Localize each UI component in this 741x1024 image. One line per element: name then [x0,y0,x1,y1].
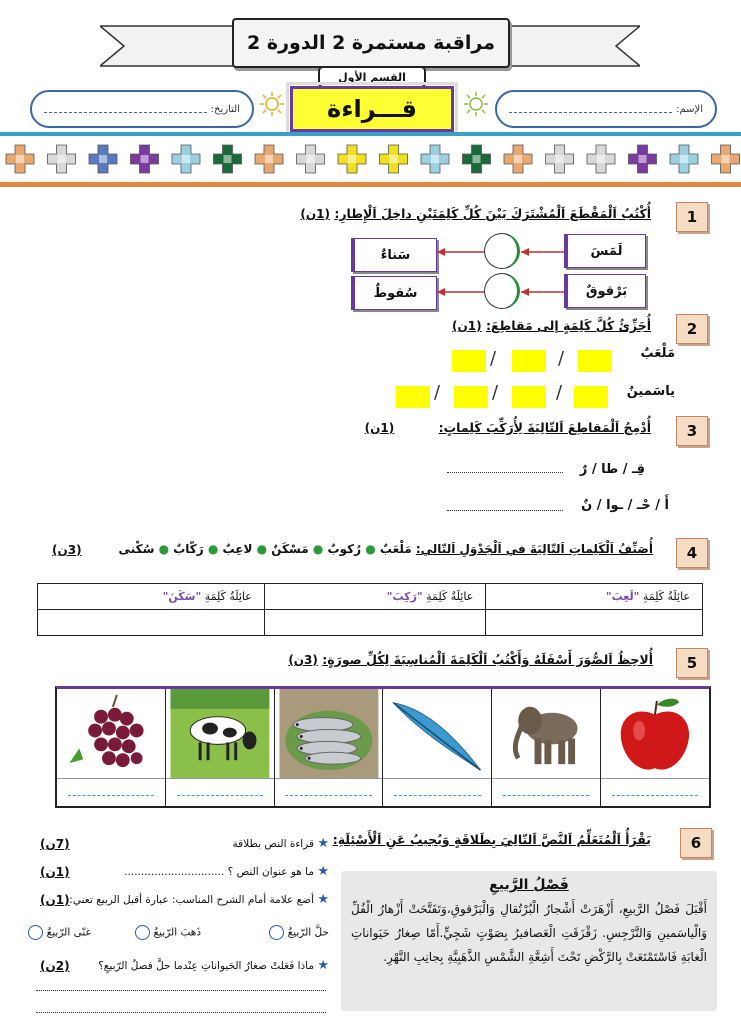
table-cell[interactable] [38,610,265,636]
radio-circle [269,925,284,940]
family-table [37,583,703,636]
table-header-cell: عائِلَةُ كَلِمَةِ "رَكِبَ" [264,584,485,610]
q2-word-2: ياسَمينٌ [626,384,675,399]
q4-word: سُكْنى [118,542,155,556]
q2-instruction: أُجَزِّئُ كُلَّ كَلِمَةٍ إلى مَقاطِعَ: (1ن) [452,318,651,333]
separator: / [490,348,497,369]
subject-title: قـــراءة [290,86,454,132]
syllable-box[interactable] [512,350,546,372]
picture-cell [600,689,709,806]
reading-text-body: أَقْبَلَ فَصْلُ الرَّبيعِ، أَزْهَرَتْ أَشْجارُ الْبُرْتُقالِ وَالْبَرْقوقِ،وَتَفَتَّحَتْ أَزْهارُ الْفُلِّ وَالْياسَمينِ وَالنَّرْجِسِ. زَقْزَقَتِ الْعَصافيرُ بِصَوْتٍ شَجِيٍّ.أَمّا صِغارُ حَيَواناتِ الْغابَةِ فَاسْتَمْتَعَتْ بِالرَّكْضِ تَحْتَ أَشِعَّةِ الشَّمْسِ الذَّهَبِيَّةِ بِجانِبِ النَّهْرِ. [351,902,707,964]
question-number-2: 2 [676,314,708,344]
star-icon: ★ [317,864,329,879]
q6-question-3: ★ أضع علامة أمام الشرح المناسب: عبارة أقبل الربيع تعني: [69,892,329,907]
q4-word: مَلْعَبٌ [379,542,412,556]
separator: / [558,348,565,369]
name-label: الإسم: [676,103,703,115]
syllable-box[interactable] [452,350,486,372]
ornament-center [514,155,522,163]
q6-question-2-points: (1ن) [40,865,70,879]
grapes-image [57,689,165,779]
question-number-3: 3 [676,416,708,446]
elephant-image [492,689,600,779]
separator: / [492,382,499,403]
name-field[interactable] [495,90,717,128]
q6-question-4: ★ ماذا فَعَلتْ صغارُ الحَيواناتِ عِنْدما حلَّ فصلُ الرّبيعِ؟ [98,958,329,973]
table-cell[interactable] [486,610,703,636]
ornament-center [16,155,24,163]
q3-points: (1ن) [364,421,395,435]
table-cell[interactable] [264,610,485,636]
q6-question-4-points: (2ن) [40,959,70,973]
ornament-center [722,155,730,163]
question-number-4: 4 [676,538,708,568]
question-number-1: 1 [676,202,708,232]
q4-word: رَكّابٌ [173,542,204,556]
syllable-box[interactable] [396,386,430,408]
picture-answer-line[interactable] [177,779,263,796]
ornament-center [58,155,66,163]
picture-cell [491,689,600,806]
ornament-center [348,155,356,163]
q6-question-2: ★ ما هو عنوان النص ؟ .............................. [124,864,329,879]
q6-option-2[interactable]: ذَهبَ الرّبيعُ [135,925,201,940]
separator: / [434,382,441,403]
sun-ornament-icon [260,92,284,116]
q1-word-left-1: سَناءٌ [351,238,437,272]
picture-cell [274,689,383,806]
q5-points: (3ن) [288,653,318,667]
apple-image [601,689,709,779]
q6-answer-line-2[interactable] [36,1012,326,1013]
section-label: القسم الأول [318,66,426,88]
ornament-center [556,155,564,163]
q3-answer-line-2[interactable] [447,510,563,511]
ornament-center [99,155,107,163]
radio-circle [135,925,150,940]
q1-word-right-1: لَمَسَ [564,234,646,268]
ornament-center [639,155,647,163]
ornament-center [224,155,232,163]
ornament-center [597,155,605,163]
ornament-center [141,155,149,163]
reading-text-box [341,871,717,1011]
q6-question-1: ★ قراءة النص بطلاقة [232,836,329,851]
star-icon: ★ [317,958,329,973]
q6-instruction: يَقْرَأُ اَلْمُتَعَلِّمُ اَلنَّصَّ اَلتّالِيَ بِطَلاقَةٍ وَيُجيبُ عَنِ اَلْأَسْئِلَةِ: [332,832,651,847]
syllable-box[interactable] [574,386,608,408]
reading-text-title: فَصْلُ الرَّبيعِ [489,877,569,893]
table-header-row [38,584,703,610]
q1-instruction: أُكْتُبُ اَلْمَقْطَعَ اَلْمُشْتَرَكَ بَيْنَ كُلِّ كَلِمَتَيْنِ داخِلَ اَلْإِطارِ: (1ن) [300,206,651,221]
feather-image [383,689,491,779]
ornament-center [431,155,439,163]
separator: / [556,382,563,403]
picture-answer-line[interactable] [68,779,154,796]
q4-word: مَسْكَنٌ [271,542,309,556]
picture-answer-line[interactable] [394,779,480,796]
table-row[interactable] [38,610,703,636]
ornament-center [680,155,688,163]
decorative-border [0,132,741,190]
q6-answer-line-1[interactable] [36,990,326,991]
picture-grid [55,686,711,808]
syllable-box[interactable] [454,386,488,408]
picture-answer-line[interactable] [285,779,371,796]
q4-instruction: أُصَنِّفُ اَلْكَلِماتِ اَلتّالِيَةَ في اَلْجَدْوَلِ اَلتّالي: مَلْعَبٌ ● رُكوبٌ ● مَسْكَنٌ ● لاعِبٌ ● رَكّابٌ ● سُكْنى [118,542,653,556]
q4-points: (3ن) [52,543,82,557]
q6-question-1-points: (7ن) [40,837,70,851]
date-field[interactable] [30,90,254,128]
fish-image [275,689,383,779]
date-label: التاريخ: [210,103,240,115]
q1-arrows-2 [437,284,564,300]
question-number-5: 5 [676,648,708,678]
q1-word-right-2: بَرْقوقٌ [564,274,646,308]
sun-ornament-icon [464,92,488,116]
picture-cell [165,689,274,806]
question-number-6: 6 [680,828,712,858]
radio-circle [28,925,43,940]
q6-option-3[interactable]: غنّى الرّبيعُ [28,925,91,940]
q3-item-1: قِـ / طا / رٌ [579,462,645,477]
ornament-center [265,155,273,163]
q4-word: رُكوبٌ [327,542,361,556]
q2-word-1: مَلْعَبٌ [640,346,675,361]
picture-answer-line[interactable] [612,779,698,796]
star-icon: ★ [317,836,329,851]
table-header-cell: عائِلَةُ كَلِمَةِ "سَكَنَ" [38,584,265,610]
q5-instruction: أُلاحِظُ اَلصُّوَرَ أَسْفَلَهُ وَأَكْتُبُ اَلْكَلِمَةَ اَلْمُناسِبَةَ لِكُلِّ صورَةٍ: (3ن) [288,652,653,667]
ornament-center [390,155,398,163]
syllable-box[interactable] [578,350,612,372]
q6-question-3-points: (1ن) [40,893,70,907]
q1-word-left-2: سُقوطٌ [351,276,437,310]
star-icon: ★ [317,892,329,907]
picture-cell [57,689,165,806]
q3-answer-line-1[interactable] [447,472,563,473]
ornament-center [182,155,190,163]
page-title: مراقبة مستمرة 2 الدورة 2 [232,18,510,68]
q1-arrows-1 [437,244,564,260]
cow-image [166,689,274,779]
q6-option-1[interactable]: حلَّ الرّبيعُ [269,925,329,940]
table-header-cell: عائِلَةُ كَلِمَةِ "لَعِبَ" [486,584,703,610]
q3-item-2: أَ / حْـ / ـوا / نٌ [581,498,669,513]
picture-answer-line[interactable] [503,779,589,796]
ornament-center [473,155,481,163]
picture-cell [382,689,491,806]
q4-word: لاعِبٌ [222,542,253,556]
q2-points: (1ن) [452,319,482,333]
syllable-box[interactable] [512,386,546,408]
q3-instruction: أُدْمِجُ اَلْمَقاطِعَ اَلتّالِيَةَ لِأُرَكِّبَ كَلِماتٍ: (1ن) [364,420,651,435]
q1-points: (1ن) [300,207,330,221]
ornament-center [307,155,315,163]
